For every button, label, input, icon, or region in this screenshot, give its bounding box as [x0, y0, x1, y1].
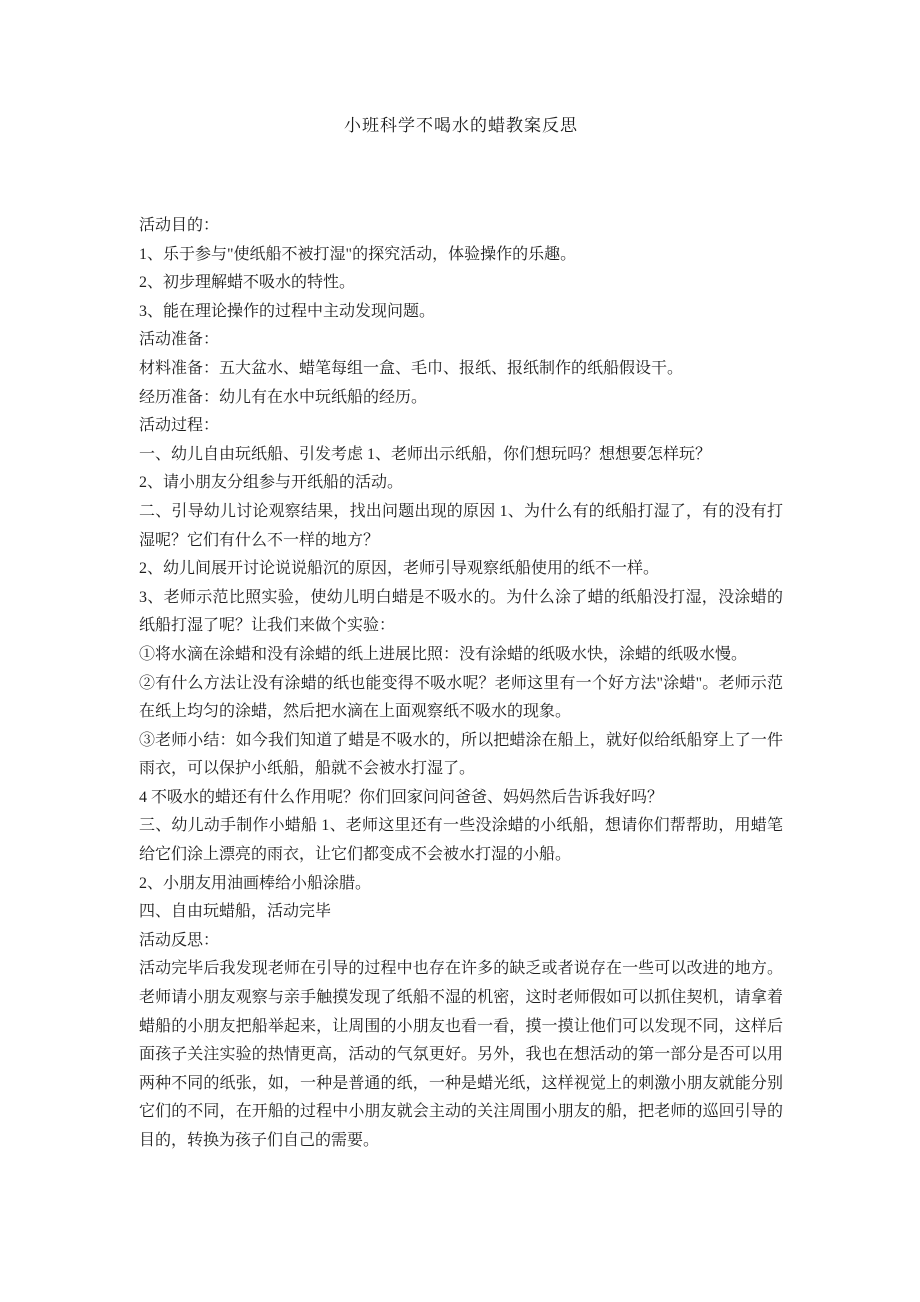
paragraph: 2、幼儿间展开讨论说说船沉的原因，老师引导观察纸船使用的纸不一样。 [139, 560, 660, 578]
paragraph-activity-goal-heading: 活动目的： [139, 217, 220, 234]
paragraph: 3、能在理论操作的过程中主动发现问题。 [139, 302, 436, 320]
paragraph: 2、小朋友用油画棒给小船涂腊。 [139, 874, 372, 892]
paragraph-reflection-heading: 活动反思： [139, 931, 220, 949]
paragraph: 经历准备：幼儿有在水中玩纸船的经历。 [139, 388, 428, 406]
paragraph: ②有什么方法让没有涂蜡的纸也能变得不吸水呢？老师这里有一个好方法"涂蜡"。老师示范在纸上均匀的涂蜡，然后把水滴在上面观察纸不吸水的现象。 [139, 674, 783, 721]
paragraph: 二、引导幼儿讨论观察结果，找出问题出现的原因 1、为什么有的纸船打湿了，有的没有打湿呢？它们有什么不一样的地方？ [139, 502, 783, 549]
paragraph: 4 不吸水的蜡还有什么作用呢？你们回家问问爸爸、妈妈然后告诉我好吗？ [139, 788, 664, 806]
paragraph: 3、老师示范比照实验，使幼儿明白蜡是不吸水的。为什么涂了蜡的纸船没打湿，没涂蜡的纸船打湿了呢？让我们来做个实验： [139, 588, 783, 635]
paragraph: 1、乐于参与"使纸船不被打湿"的探究活动，体验操作的乐趣。 [139, 245, 577, 263]
paragraph: ①将水滴在涂蜡和没有涂蜡的纸上进展比照：没有涂蜡的纸吸水快，涂蜡的纸吸水慢。 [139, 645, 748, 663]
paragraph: 一、幼儿自由玩纸船、引发考虑 1、老师出示纸船，你们想玩吗？想想要怎样玩？ [139, 445, 712, 463]
paragraph: ③老师小结：如今我们知道了蜡是不吸水的，所以把蜡涂在船上，就好似给纸船穿上了一件雨衣，可以保护小纸船，船就不会被水打湿了。 [139, 731, 783, 778]
paragraph: 材料准备：五大盆水、蜡笔每组一盒、毛巾、报纸、报纸制作的纸船假设干。 [139, 359, 684, 377]
paragraph: 三、幼儿动手制作小蜡船 1、老师这里还有一些没涂蜡的小纸船，想请你们帮帮助，用蜡笔给它们涂上漂亮的雨衣，让它们都变成不会被水打湿的小船。 [139, 817, 783, 864]
document-title: 小班科学不喝水的蜡教案反思 [344, 116, 578, 135]
paragraph: 四、自由玩蜡船，活动完毕 [139, 903, 332, 921]
paragraph-preparation-heading: 活动准备： [139, 331, 220, 349]
paragraph: 2、请小朋友分组参与开纸船的活动。 [139, 474, 404, 492]
paragraph-reflection-body: 活动完毕后我发现老师在引导的过程中也存在许多的缺乏或者说存在一些可以改进的地方。老师请小朋友观察与亲手触摸发现了纸船不湿的机密，这时老师假如可以抓住契机，请拿着蜡船的小朋友把船举起来，让周围的小朋友也看一看，摸一摸让他们可以发现不同，这样后面孩子关注实验的热情更高，活动的气氛更好。另外，我也在想活动的第一部分是否可以用两种不同的纸张，如，一种是普通的纸，一种是蜡光纸，这样视觉上的刺激小朋友就能分别它们的不同，在开船的过程中小朋友就会主动的关注周围小朋友的船，把老师的巡回引导的目的，转换为孩子们自己的需要。 [139, 960, 783, 1149]
paragraph-process-heading: 活动过程： [139, 417, 220, 435]
paragraph: 2、初步理解蜡不吸水的特性。 [139, 274, 356, 292]
